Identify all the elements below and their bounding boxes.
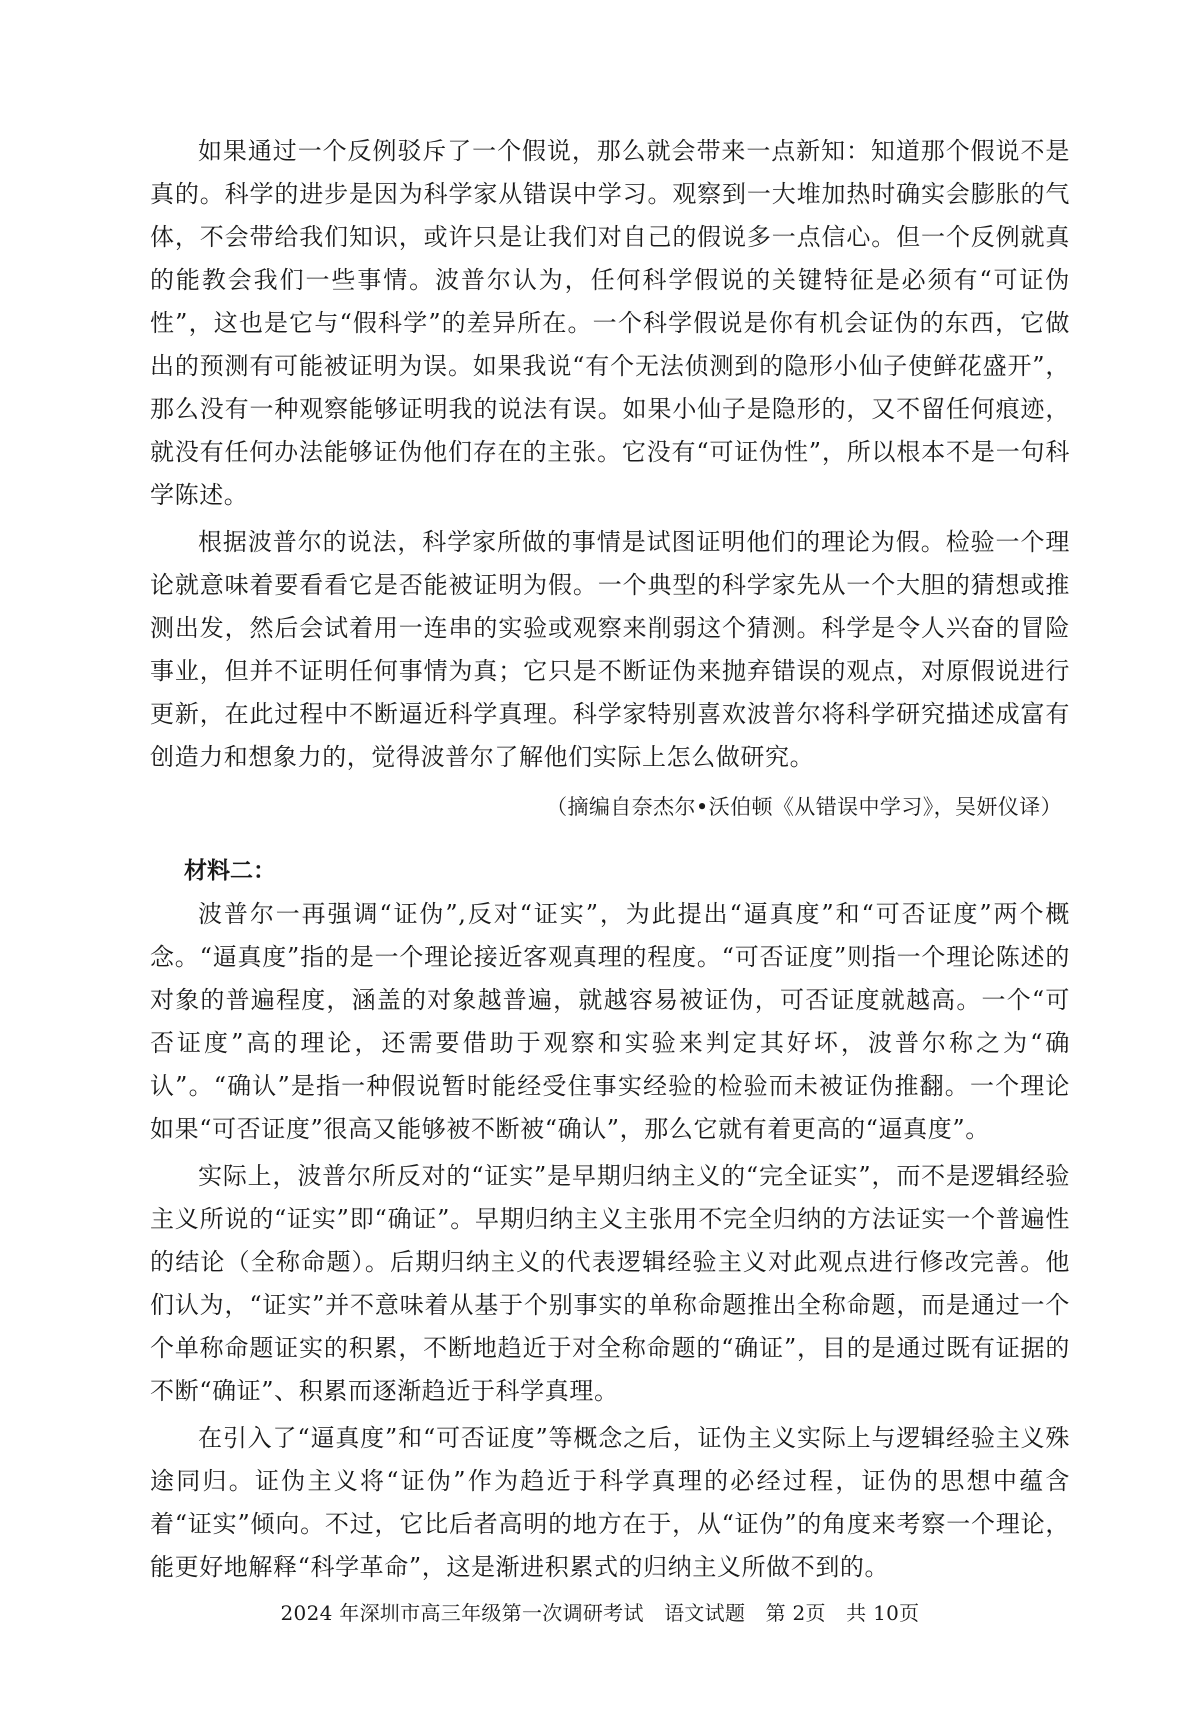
paragraph-3: 波普尔一再强调“证伪”,反对“证实”，为此提出“逼真度”和“可否证度”两个概念。“逼真度”指的是一个理论接近客观真理的程度。“可否证度”则指一个理论陈述的对象的普遍程度，涵盖的对象越普遍，就越容易被证伪，可否证度就越高。一个“可否证度”高的理论，还需要借助于观察和实验来判定其好坏，波普尔称之为“确认”。“确认”是指一种假说暂时能经受住事实经验的检验而未被证伪推翻。一个理论如果“可否证度”很高又能够被不断被“确认”，那么它就有着更高的“逼真度”。: [150, 900, 1070, 1143]
paragraph-5: 在引入了“逼真度”和“可否证度”等概念之后，证伪主义实际上与逻辑经验主义殊途同归。证伪主义将“证伪”作为趋近于科学真理的必经过程，证伪的思想中蕴含着“证实”倾向。不过，它比后者高明的地方在于，从“证伪”的角度来考察一个理论，能更好地解释“科学革命”，这是渐进积累式的归纳主义所做不到的。: [150, 1424, 1070, 1581]
page-footer: 2024 年深圳市高三年级第一次调研考试 语文试题 第 2页 共 10页: [280, 1601, 920, 1625]
paragraph-1: 如果通过一个反例驳斥了一个假说，那么就会带来一点新知：知道那个假说不是真的。科学的进步是因为科学家从错误中学习。观察到一大堆加热时确实会膨胀的气体，不会带给我们知识，或许只是让我们对自己的假说多一点信心。但一个反例就真的能教会我们一些事情。波普尔认为，任何科学假说的关键特征是必须有“可证伪性”，这也是它与“假科学”的差异所在。一个科学假说是你有机会证伪的东西，它做出的预测有可能被证明为误。如果我说“有个无法侦测到的隐形小仙子使鲜花盛开”，那么没有一种观察能够证明我的说法有误。如果小仙子是隐形的，又不留任何痕迹，就没有任何办法能够证伪他们存在的主张。它没有“可证伪性”，所以根本不是一句科学陈述。: [150, 137, 1070, 509]
paragraph-4: 实际上，波普尔所反对的“证实”是早期归纳主义的“完全证实”，而不是逻辑经验主义所说的“证实”即“确证”。早期归纳主义主张用不完全归纳的方法证实一个普遍性的结论（全称命题）。后期归纳主义的代表逻辑经验主义对此观点进行修改完善。他们认为，“证实”并不意味着从基于个别事实的单称命题推出全称命题，而是通过一个个单称命题证实的积累，不断地趋近于对全称命题的“确证”，目的是通过既有证据的不断“确证”、积累而逐渐趋近于科学真理。: [150, 1162, 1070, 1405]
paragraph-2: 根据波普尔的说法，科学家所做的事情是试图证明他们的理论为假。检验一个理论就意味着要看看它是否能被证明为假。一个典型的科学家先从一个大胆的猜想或推测出发，然后会试着用一连串的实验或观察来削弱这个猜测。科学是令人兴奋的冒险事业，但并不证明任何事情为真；它只是不断证伪来抛弃错误的观点，对原假说进行更新，在此过程中不断逼近科学真理。科学家特别喜欢波普尔将科学研究描述成富有创造力和想象力的，觉得波普尔了解他们实际上怎么做研究。: [150, 528, 1070, 771]
section-2-title: 材料二：: [184, 858, 276, 884]
source-citation: （摘编自奈杰尔•沃伯顿《从错误中学习》，吴妍仪译）: [546, 795, 1062, 819]
document-page: [150, 130, 1070, 1589]
